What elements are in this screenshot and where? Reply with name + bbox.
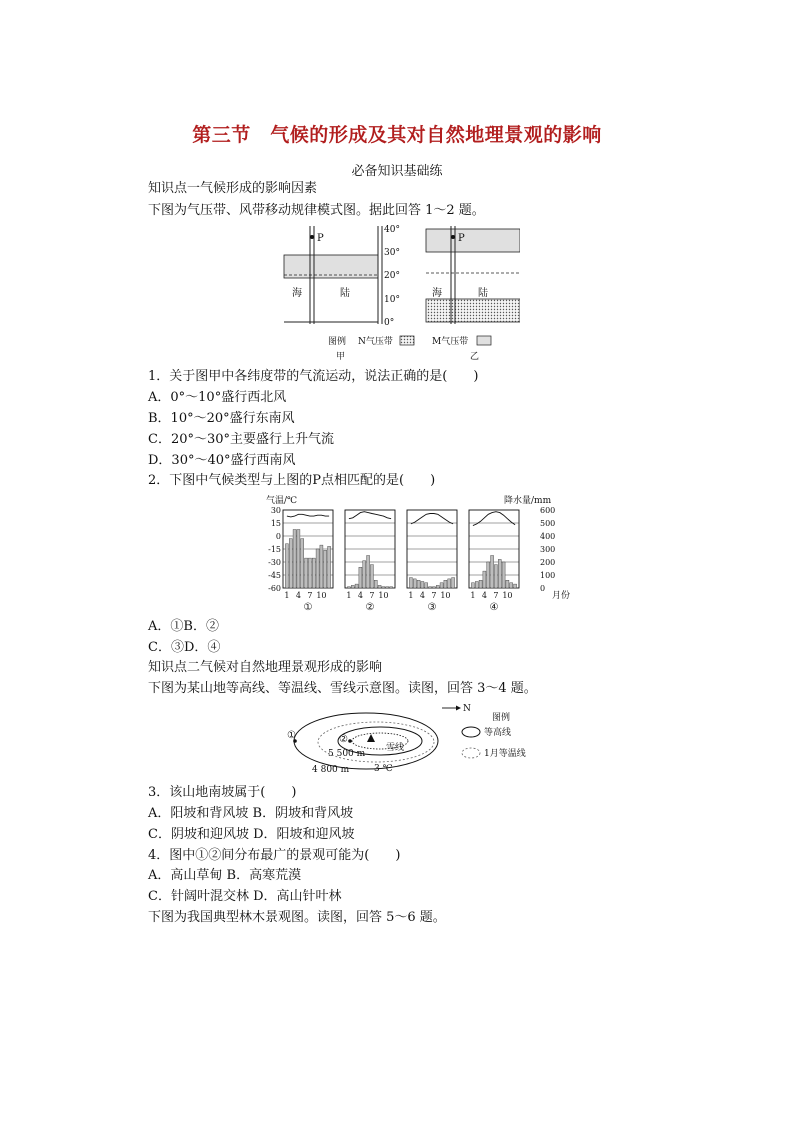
precip-axis-label: 降水量/mm — [504, 496, 552, 506]
precip-bar — [386, 587, 389, 588]
intro-text-2: 下图为某山地等高线、等温线、雪线示意图。读图，回答 3～4 题。 — [148, 681, 537, 696]
svg-text:20°: 20° — [384, 271, 400, 281]
precip-bar — [444, 580, 447, 588]
temp-tick-label: -60 — [268, 584, 281, 593]
question-1-option-d: D．30°～40°盛行西南风 — [148, 453, 296, 468]
precip-bar — [312, 558, 315, 588]
question-3-option-cd: C．阴坡和迎风坡 D．阳坡和迎风坡 — [148, 827, 355, 842]
temp-curve — [473, 512, 515, 526]
svg-text:甲: 甲 — [336, 352, 346, 362]
precip-bar — [359, 567, 362, 588]
precip-bar — [328, 546, 331, 588]
m-pressure-belt — [426, 229, 520, 252]
month-tick-label: 4 — [481, 591, 487, 600]
temp-curve — [349, 512, 391, 519]
intro-text-1: 下图为气压带、风带移动规律模式图。据此回答 1～2 题。 — [148, 203, 485, 218]
month-tick-label: 7 — [493, 591, 499, 600]
month-tick-label: 7 — [431, 591, 437, 600]
precip-bar — [390, 587, 393, 588]
precip-bar — [494, 565, 497, 588]
climate-panel-4 — [469, 510, 519, 613]
svg-text:海: 海 — [432, 288, 442, 299]
question-4-stem: 4．图中①②间分布最广的景观可能为( ) — [148, 848, 401, 863]
svg-text:M气压带: M气压带 — [432, 337, 469, 347]
svg-text:10°: 10° — [384, 295, 400, 305]
temp-tick-label: 15 — [270, 519, 281, 528]
question-4-option-cd: C．针阔叶混交林 D．高山针叶林 — [148, 889, 342, 904]
precip-bar — [367, 556, 370, 589]
month-tick-label: 4 — [295, 591, 301, 600]
precip-bar — [498, 559, 501, 588]
precip-bar — [436, 585, 439, 588]
month-tick-label: 1 — [470, 591, 476, 600]
svg-text:P: P — [317, 233, 324, 244]
svg-text:图例: 图例 — [328, 337, 347, 347]
peak-icon — [367, 734, 375, 742]
climate-charts — [262, 492, 572, 614]
temp-axis-label: 气温/℃ — [266, 496, 298, 506]
svg-text:陆: 陆 — [478, 288, 488, 299]
elevation-4800: 4 800 m — [312, 765, 350, 775]
question-3-option-ab: A．阳坡和背风坡 B．阴坡和背风坡 — [148, 806, 354, 821]
pressure-belt-diagram — [280, 218, 520, 364]
precip-bar — [285, 544, 288, 588]
precip-bar — [471, 583, 474, 588]
month-tick-label: 7 — [369, 591, 375, 600]
svg-text:1月等温线: 1月等温线 — [484, 749, 526, 759]
precip-bar — [374, 580, 377, 588]
precip-bar — [355, 584, 358, 588]
svg-text:40°: 40° — [384, 225, 400, 235]
point-p — [310, 235, 314, 239]
temp-tick-label: -30 — [268, 558, 281, 567]
precip-bar — [347, 587, 350, 588]
precip-bar — [479, 580, 482, 588]
question-4-option-ab: A．高山草甸 B．高寒荒漠 — [148, 868, 302, 883]
map-legend — [462, 711, 526, 759]
precip-bar — [324, 550, 327, 588]
section-subtitle: 必备知识基础练 — [351, 164, 443, 179]
panel-label: ① — [303, 602, 313, 613]
precip-bar — [483, 571, 486, 588]
precip-tick-label: 600 — [540, 506, 556, 515]
temp-curve — [287, 514, 329, 517]
precip-bar — [448, 579, 451, 588]
intro-text-3: 下图为我国典型林木景观图。读图，回答 5～6 题。 — [148, 910, 446, 925]
svg-text:30°: 30° — [384, 248, 400, 258]
month-tick-label: 1 — [346, 591, 352, 600]
precip-bar — [378, 585, 381, 588]
question-3-stem: 3．该山地南坡属于( ) — [148, 785, 297, 800]
precip-bar — [491, 556, 494, 589]
precip-bar — [409, 578, 412, 588]
point-p — [451, 235, 455, 239]
month-tick-label: 10 — [378, 591, 389, 600]
precip-bar — [301, 539, 304, 588]
marker-1: ① — [287, 730, 296, 741]
precip-bar — [440, 583, 443, 588]
precip-bar — [297, 530, 300, 589]
temperature-3c: 3 ℃ — [374, 764, 393, 774]
temp-curve — [411, 514, 453, 524]
precip-bar — [320, 545, 323, 588]
svg-text:乙: 乙 — [470, 352, 480, 362]
precip-bar — [413, 579, 416, 588]
land-label: 陆 — [340, 288, 350, 299]
precip-bar — [305, 558, 308, 588]
north-arrow — [442, 704, 471, 714]
precip-bar — [289, 539, 292, 588]
svg-text:N: N — [463, 704, 471, 714]
n-pressure-belt — [426, 299, 520, 322]
outer-contour-4800 — [294, 713, 438, 769]
legend — [328, 335, 491, 362]
panel-label: ④ — [489, 602, 499, 613]
question-1-stem: 1．关于图甲中各纬度带的气流运动，说法正确的是( ) — [148, 369, 479, 384]
precip-bar — [421, 582, 424, 589]
precip-bar — [382, 587, 385, 588]
precip-bar — [475, 582, 478, 589]
precip-bar — [432, 587, 435, 588]
question-2-option-cd: C．③D．④ — [148, 640, 221, 655]
precip-bar — [363, 561, 366, 588]
svg-text:0°: 0° — [384, 318, 395, 328]
precip-bar — [351, 585, 354, 588]
precip-tick-label: 300 — [540, 545, 556, 554]
sea-label: 海 — [292, 288, 302, 299]
precip-bar — [429, 587, 432, 588]
precip-tick-label: 200 — [540, 558, 556, 567]
precip-bar — [452, 578, 455, 588]
svg-text:N气压带: N气压带 — [358, 337, 393, 347]
precip-tick-label: 100 — [540, 571, 556, 580]
question-2-option-ab: A．①B．② — [148, 619, 219, 634]
svg-text:P: P — [458, 233, 465, 244]
month-tick-label: 10 — [316, 591, 327, 600]
temp-tick-label: -45 — [268, 571, 281, 580]
snowline-label: 雪线 — [386, 743, 405, 753]
m-pressure-belt — [284, 255, 378, 278]
month-tick-label: 1 — [408, 591, 414, 600]
svg-text:等高线: 等高线 — [484, 728, 512, 738]
question-1-option-a: A．0°～10°盛行西北风 — [148, 390, 287, 405]
precip-tick-label: 500 — [540, 519, 556, 528]
month-tick-label: 4 — [357, 591, 363, 600]
precip-tick-label: 400 — [540, 532, 556, 541]
question-1-option-b: B．10°～20°盛行东南风 — [148, 411, 295, 426]
precip-bar — [308, 558, 311, 588]
temp-tick-label: 0 — [275, 532, 281, 541]
precip-bar — [293, 530, 296, 589]
month-tick-label: 7 — [307, 591, 313, 600]
question-1-option-c: C．20°～30°主要盛行上升气流 — [148, 432, 335, 447]
precip-bar — [510, 583, 513, 588]
month-tick-label: 4 — [419, 591, 425, 600]
precip-bar — [502, 562, 505, 588]
precip-bar — [417, 580, 420, 588]
climate-panel-1 — [283, 510, 333, 613]
temp-tick-label: -15 — [268, 545, 281, 554]
diagram-yi — [426, 226, 520, 324]
elevation-5500: 5 500 m — [328, 749, 366, 759]
precip-bar — [425, 583, 428, 588]
temp-tick-label: 30 — [270, 506, 281, 515]
precip-tick-label: 0 — [540, 584, 546, 593]
climate-panel-3 — [407, 510, 457, 613]
precip-bar — [506, 580, 509, 588]
month-tick-label: 1 — [284, 591, 290, 600]
month-tick-label: 10 — [502, 591, 513, 600]
month-unit-label: 月份 — [552, 591, 571, 601]
panel-label: ② — [365, 602, 375, 613]
month-tick-label: 10 — [440, 591, 451, 600]
diagram-jia — [284, 225, 400, 328]
knowledge-point-1: 知识点一气候形成的影响因素 — [148, 181, 318, 196]
question-2-stem: 2．下图中气候类型与上图的P点相匹配的是( ) — [148, 473, 436, 488]
climate-panel-2 — [345, 510, 395, 613]
precip-bar — [370, 565, 373, 588]
precip-bar — [514, 584, 517, 588]
mountain-contour-map — [284, 700, 544, 778]
precip-bar — [316, 549, 319, 588]
precip-bar — [487, 562, 490, 588]
knowledge-point-2: 知识点二气候对自然地理景观形成的影响 — [148, 660, 383, 675]
panel-label: ③ — [427, 602, 437, 613]
svg-text:图例: 图例 — [492, 713, 511, 723]
marker-2: ② — [339, 734, 348, 745]
page-title: 第三节 气候的形成及其对自然地理景观的影响 — [192, 124, 602, 146]
